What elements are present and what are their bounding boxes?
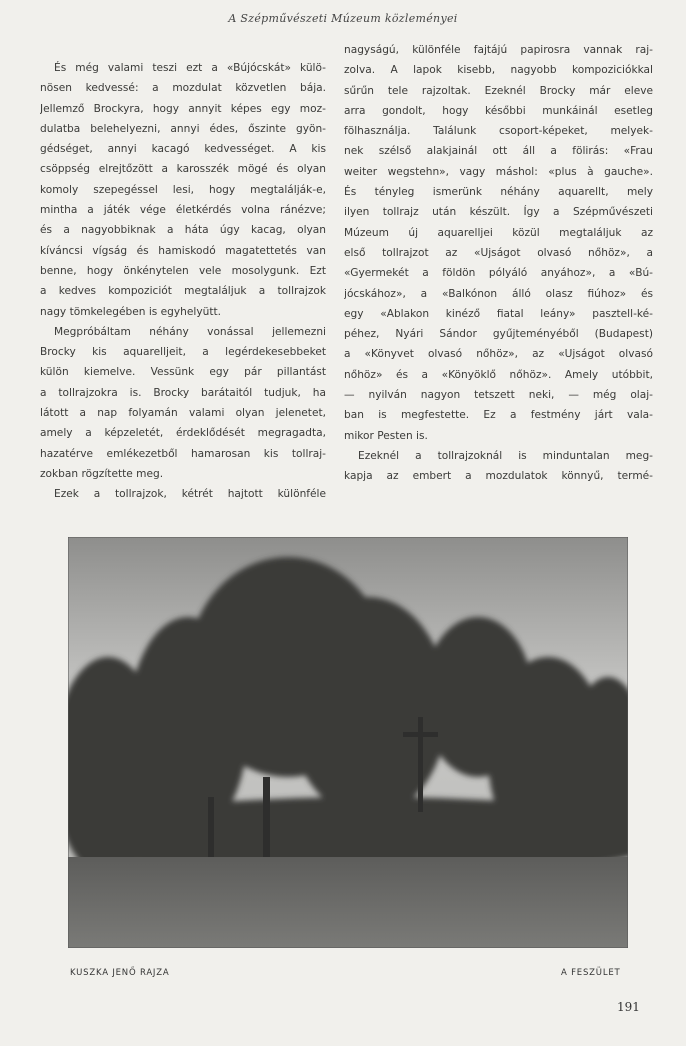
text-line: Ezeknél a tollrajzoknál is minduntalan meg-	[358, 449, 653, 462]
page-number: 191	[617, 1000, 640, 1014]
text-line: nőhöz» és a «Könyöklő nőhöz». Amely utóbbit,	[344, 368, 653, 381]
text-line: Múzeum új aquarelljei közül megtaláljuk az	[344, 226, 653, 239]
text-line: egy «Ablakon kinéző fiatal leány» pasztell-ké-	[344, 307, 653, 320]
text-line: mintha a játék vége életkérdés volna ránézve;	[40, 204, 326, 217]
text-line: benne, hogy önkénytelen vele mosolygunk. Ezt	[40, 264, 326, 277]
text-line: ilyen tollrajz után készült. Így a Szépművészeti	[344, 206, 653, 219]
right-text-column	[344, 40, 653, 487]
text-line: zokban rögzítette meg.	[40, 467, 164, 480]
text-line: és a nagyobbiknak a háta úgy kacag, olyan	[40, 224, 326, 237]
text-line: — nyilván nagyon tetszett neki, — még olaj-	[344, 389, 653, 402]
text-line: dulatba belehelyezni, annyi édes, őszinte gyön-	[40, 122, 326, 135]
text-line: «Gyermekét a földön pólyáló anyához», a «Bú-	[344, 267, 653, 280]
text-line: hazatérve emlékezetből hamarosan kis tollraj-	[40, 447, 326, 460]
text-line: a kedves kompoziciót megtaláljuk a tollrajzok	[40, 285, 326, 298]
text-line: komoly szepegéssel lesi, hogy megtalálják-e,	[40, 183, 326, 196]
text-line: zolva. A lapok kisebb, nagyobb kompoziciókkal	[344, 64, 653, 77]
text-line: látott a nap folyamán valami olyan jelenetet,	[40, 407, 326, 420]
crucifix-landscape-illustration	[68, 537, 628, 948]
text-line: a tollrajzokra is. Brocky barátaitól tudjuk, ha	[40, 386, 326, 399]
text-line: kíváncsi vígság és hamiskodó magatettetés van	[40, 244, 326, 257]
text-line: És tényleg ismerünk néhány aquarellt, mely	[344, 186, 653, 199]
text-line: arra gondolt, hogy későbbi munkáinál esetleg	[344, 104, 653, 117]
text-line: csöppség elrejtőzött a karosszék mögé és olyan	[40, 163, 326, 176]
text-line: sűrűn tele rajzoltak. Ezeknél Brocky már eleve	[344, 84, 653, 97]
text-line: weiter wegstehn», vagy máshol: «plus à gauche».	[344, 165, 653, 178]
text-line: Brocky kis aquarelljeit, a legérdekesebbeket	[40, 346, 326, 359]
text-line: Ezek a tollrajzok, kétrét hajtott különféle	[54, 488, 326, 501]
running-header: A Szépművészeti Múzeum közleményei	[228, 12, 458, 25]
text-line: nagy tömkelegében is egyhelyütt.	[40, 305, 221, 318]
text-line: jócskához», a «Balkónon álló olasz fiúhoz» és	[344, 287, 653, 300]
text-line: mikor Pesten is.	[344, 429, 428, 442]
text-line: amely a képzeletét, érdeklődését megragadta,	[40, 427, 326, 440]
text-line: péhez, Nyári Sándor gyűjteményéből (Budapest)	[344, 328, 653, 341]
text-line: gédséget, annyi kacagó kedvességet. A kis	[40, 143, 326, 156]
figure-caption-artist: KUSZKA JENŐ RAJZA	[70, 968, 170, 978]
text-line: Jellemző Brockyra, hogy annyit képes egy moz-	[40, 102, 326, 115]
text-line: nösen kedvessé: a mozdulat közvetlen bája.	[40, 82, 326, 95]
text-line: fölhasználja. Találunk csoport-képeket, melyek-	[344, 125, 653, 138]
text-line: nek szélső alakjainál ott áll a fölirás: «Frau	[344, 145, 653, 158]
text-line: külön kiemelve. Vessünk egy pár pillantást	[40, 366, 326, 379]
text-line: nagyságú, különféle fajtájú papirosra vannak raj-	[344, 44, 653, 56]
text-line: első tollrajzot az «Ujságot olvasó nőhöz», a	[344, 246, 653, 259]
text-line: ban is megfestette. Ez a festmény járt vala-	[344, 409, 653, 422]
text-line: kapja az embert a mozdulatok könnyű, termé-	[344, 470, 653, 483]
text-line: És még valami teszi ezt a «Bújócskát» külö-	[54, 62, 326, 74]
text-line: Megpróbáltam néhány vonással jellemezni	[54, 325, 326, 338]
text-line: a «Könyvet olvasó nőhöz», az «Ujságot olvasó	[344, 348, 653, 361]
figure-caption-title: A FESZÜLET	[561, 968, 621, 978]
left-text-column	[40, 58, 326, 505]
